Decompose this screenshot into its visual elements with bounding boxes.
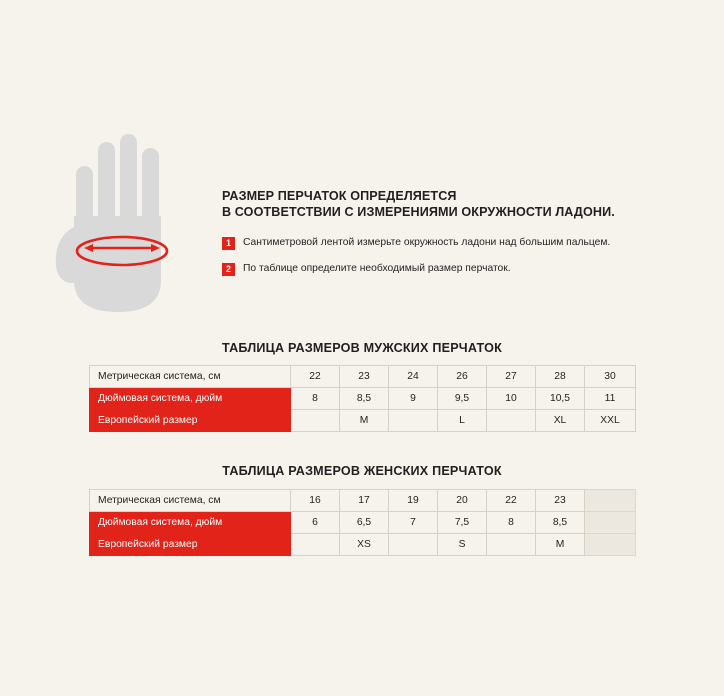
table-cell: 8,5 [340, 388, 389, 410]
womens-size-table [89, 489, 636, 556]
table-cell: 9,5 [438, 388, 487, 410]
table-cell: 8,5 [536, 512, 585, 534]
table-cell [291, 534, 340, 556]
table-cell [487, 534, 536, 556]
table-cell: 26 [438, 366, 487, 388]
table-cell: 7,5 [438, 512, 487, 534]
table-cell: 19 [389, 490, 438, 512]
table-cell: M [340, 410, 389, 432]
headline-line-1: РАЗМЕР ПЕРЧАТОК ОПРЕДЕЛЯЕТСЯ [222, 189, 457, 203]
row-label: Дюймовая система, дюйм [90, 512, 291, 534]
table-cell-empty [585, 490, 636, 512]
step-number-badge: 2 [222, 263, 235, 276]
mens-table-title: ТАБЛИЦА РАЗМЕРОВ МУЖСКИХ ПЕРЧАТОК [222, 341, 502, 355]
table-cell: 8 [291, 388, 340, 410]
table-cell: XS [340, 534, 389, 556]
table-cell: 8 [487, 512, 536, 534]
table-cell: S [438, 534, 487, 556]
table-cell: 6 [291, 512, 340, 534]
womens-table-title: ТАБЛИЦА РАЗМЕРОВ ЖЕНСКИХ ПЕРЧАТОК [222, 464, 502, 478]
table-cell: XXL [585, 410, 636, 432]
table-cell [389, 410, 438, 432]
mens-size-table [89, 365, 636, 432]
table-cell-empty [585, 534, 636, 556]
row-label: Европейский размер [90, 534, 291, 556]
row-label: Метрическая система, см [90, 366, 291, 388]
row-label: Метрическая система, см [90, 490, 291, 512]
step-number-badge: 1 [222, 237, 235, 250]
table-cell [389, 534, 438, 556]
instruction-step [222, 262, 692, 277]
table-row [90, 490, 636, 512]
step-text: Сантиметровой лентой измерьте окружность ладони над большим пальцем. [243, 237, 611, 248]
step-text: По таблице определите необходимый размер перчаток. [243, 262, 511, 274]
table-cell: 10 [487, 388, 536, 410]
table-cell: M [536, 534, 585, 556]
table-cell: 11 [585, 388, 636, 410]
table-cell [291, 410, 340, 432]
instruction-steps [222, 236, 692, 287]
table-cell: 17 [340, 490, 389, 512]
hand-measurement-illustration [52, 130, 202, 325]
table-row [90, 366, 636, 388]
table-cell: 10,5 [536, 388, 585, 410]
table-cell: 22 [291, 366, 340, 388]
table-cell: L [438, 410, 487, 432]
page-title [222, 188, 692, 220]
table-row [90, 388, 636, 410]
table-cell: 30 [585, 366, 636, 388]
table-cell: 23 [340, 366, 389, 388]
table-row [90, 534, 636, 556]
hand-shape [56, 134, 161, 312]
table-row [90, 410, 636, 432]
table-cell: 27 [487, 366, 536, 388]
table-cell: 7 [389, 512, 438, 534]
table-row [90, 512, 636, 534]
table-cell: 23 [536, 490, 585, 512]
table-cell: 9 [389, 388, 438, 410]
table-cell: XL [536, 410, 585, 432]
table-cell: 22 [487, 490, 536, 512]
row-label: Дюймовая система, дюйм [90, 388, 291, 410]
table-cell: 20 [438, 490, 487, 512]
instruction-step [222, 236, 692, 251]
headline-line-2: В СООТВЕТСТВИИ С ИЗМЕРЕНИЯМИ ОКРУЖНОСТИ ЛАДОНИ. [222, 205, 615, 219]
table-cell: 16 [291, 490, 340, 512]
table-cell [487, 410, 536, 432]
table-cell-empty [585, 512, 636, 534]
table-cell: 28 [536, 366, 585, 388]
table-cell: 6,5 [340, 512, 389, 534]
row-label: Европейский размер [90, 410, 291, 432]
table-cell: 24 [389, 366, 438, 388]
